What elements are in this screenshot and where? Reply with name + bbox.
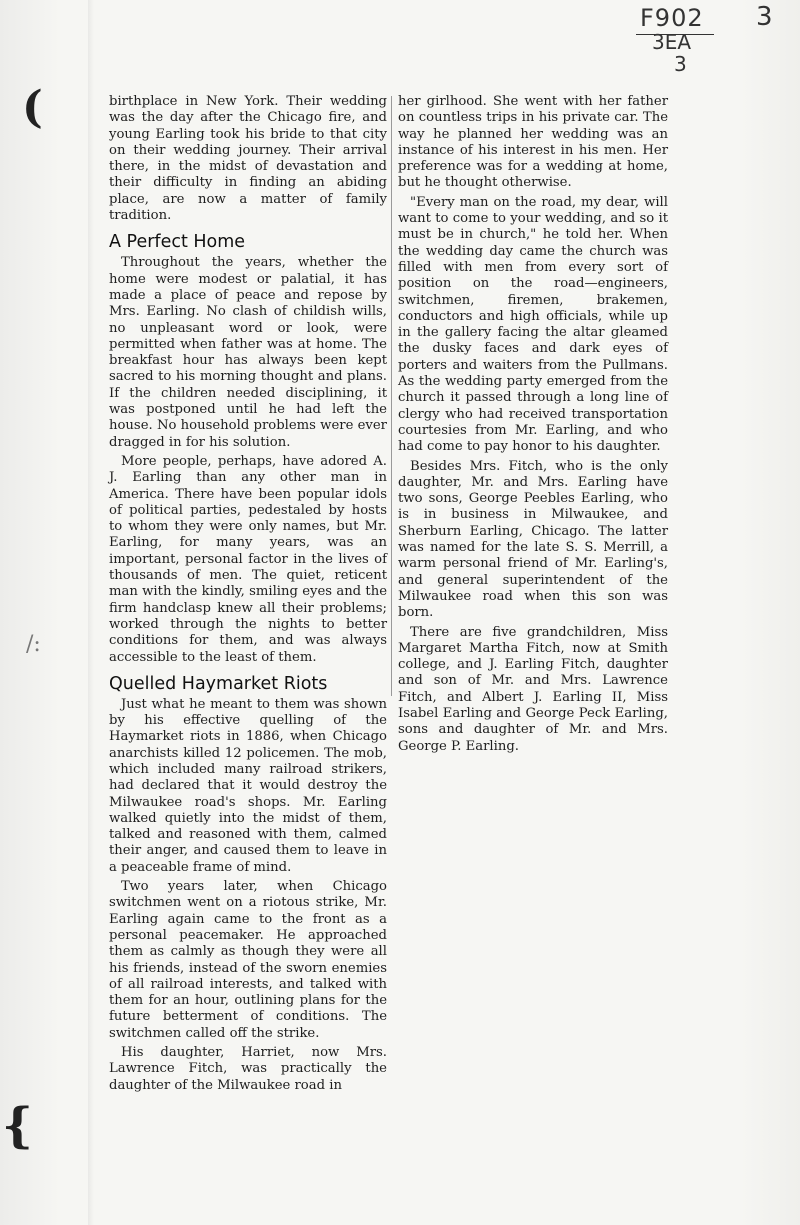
page-fold-shadow — [88, 0, 94, 1225]
column-divider — [391, 96, 392, 696]
catalog-number: F902 — [640, 4, 704, 32]
section-heading: A Perfect Home — [109, 232, 246, 253]
paragraph: Two years later, when Chicago switchmen went on a riotous strike, Mr. Earling again came to the front as a personal peacemaker. He approached them as calmly as though they were all his friends, instead of the sworn enemies of all railroad interests, and talked with them for an hour, outlining plans for the future betterment of conditions. The switchmen called off the strike. — [109, 879, 387, 1041]
paragraph: His daughter, Harriet, now Mrs. Lawrence Fitch, was practically the daughter of the Milwaukee road in — [109, 1045, 387, 1093]
paragraph: "Every man on the road, my dear, will want to come to your wedding, and so it must be in church," he told her. When the wedding day came the church was filled with men from every sort of position on the road—engineers, switchmen, firemen, brakemen, conductors and high officials, while up in the gallery facing the altar gleamed the dusky faces and dark eyes of porters and waiters from the Pullmans. As the wedding party emerged from the church it passed through a long line of clergy who had received transportation courtesies from Mr. Earling, and who had come to pay honor to his daughter. — [398, 194, 668, 455]
paragraph: Besides Mrs. Fitch, who is the only daughter, Mr. and Mrs. Earling have two sons, George Peebles Earling, who is in business in Milwaukee, and Sherburn Earling, Chicago. The latter was named for the late S. S. Merrill, a warm personal friend of Mr. Earling's, and general superintendent of the Milwaukee road when this son was born. — [398, 458, 668, 621]
paragraph: There are five grandchildren, Miss Margaret Martha Fitch, now at Smith college, and J. Earling Fitch, daughter and son of Mr. and Mrs. Lawrence Fitch, and Albert J. Earling II, Miss Isabel Earling and George Peck Earling, sons and daughter of Mr. and Mrs. George P. Earling. — [398, 624, 668, 754]
article-left-column — [109, 94, 387, 1097]
margin-pencil-mark: /: — [26, 632, 41, 657]
catalog-annotation — [636, 4, 726, 74]
paragraph: her girlhood. She went with her father on countless trips in his private car. The way he planned her wedding was an instance of his interest in his men. Her preference was for a wedding at home, but he thought otherwise. — [398, 94, 668, 191]
paragraph: Just what he meant to them was shown by his effective quelling of the Haymarket riots in 1886, when Chicago anarchists killed 12 policemen. The mob, which included many railroad strikers, had declared that it would destroy the Milwaukee road's shops. Mr. Earling walked quietly into the midst of them, talked and reasoned with them, calmed their anger, and caused them to leave in a peaceable frame of mind. — [109, 696, 387, 875]
paragraph: Throughout the years, whether the home were modest or palatial, it has made a place of peace and repose by Mrs. Earling. No clash of childish wills, no unpleasant word or look, were permitted when father was at home. The breakfast hour has always been kept sacred to his morning thought and plans. If the children needed disciplining, it was postponed until he had left the house. No household problems were ever dragged in for his solution. — [109, 255, 387, 450]
margin-bracket-mark: ( — [22, 82, 43, 133]
catalog-item: 3 — [674, 52, 687, 76]
page-number: 3 — [756, 2, 773, 32]
margin-bracket-mark: { — [2, 1098, 33, 1154]
paragraph: birthplace in New York. Their wedding was the day after the Chicago fire, and young Earling took his bride to that city on their wedding journey. Their arrival there, in the midst of devastation and their difficulty in finding an abiding place, are now a matter of family tradition. — [109, 94, 387, 224]
paragraph: More people, perhaps, have adored A. J. Earling than any other man in America. There have been popular idols of political parties, pedestaled by hosts to whom they were only names, but Mr. Earling, for many years, was an important, personal factor in the lives of thousands of men. The quiet, reticent man with the kindly, smiling eyes and the firm handclasp knew all their problems; worked through the nights to better conditions for them, and was always accessible to the least of them. — [109, 453, 387, 665]
article-right-column — [398, 94, 668, 758]
catalog-subnumber: 3EA — [652, 30, 692, 54]
section-heading: Quelled Haymarket Riots — [109, 673, 328, 694]
